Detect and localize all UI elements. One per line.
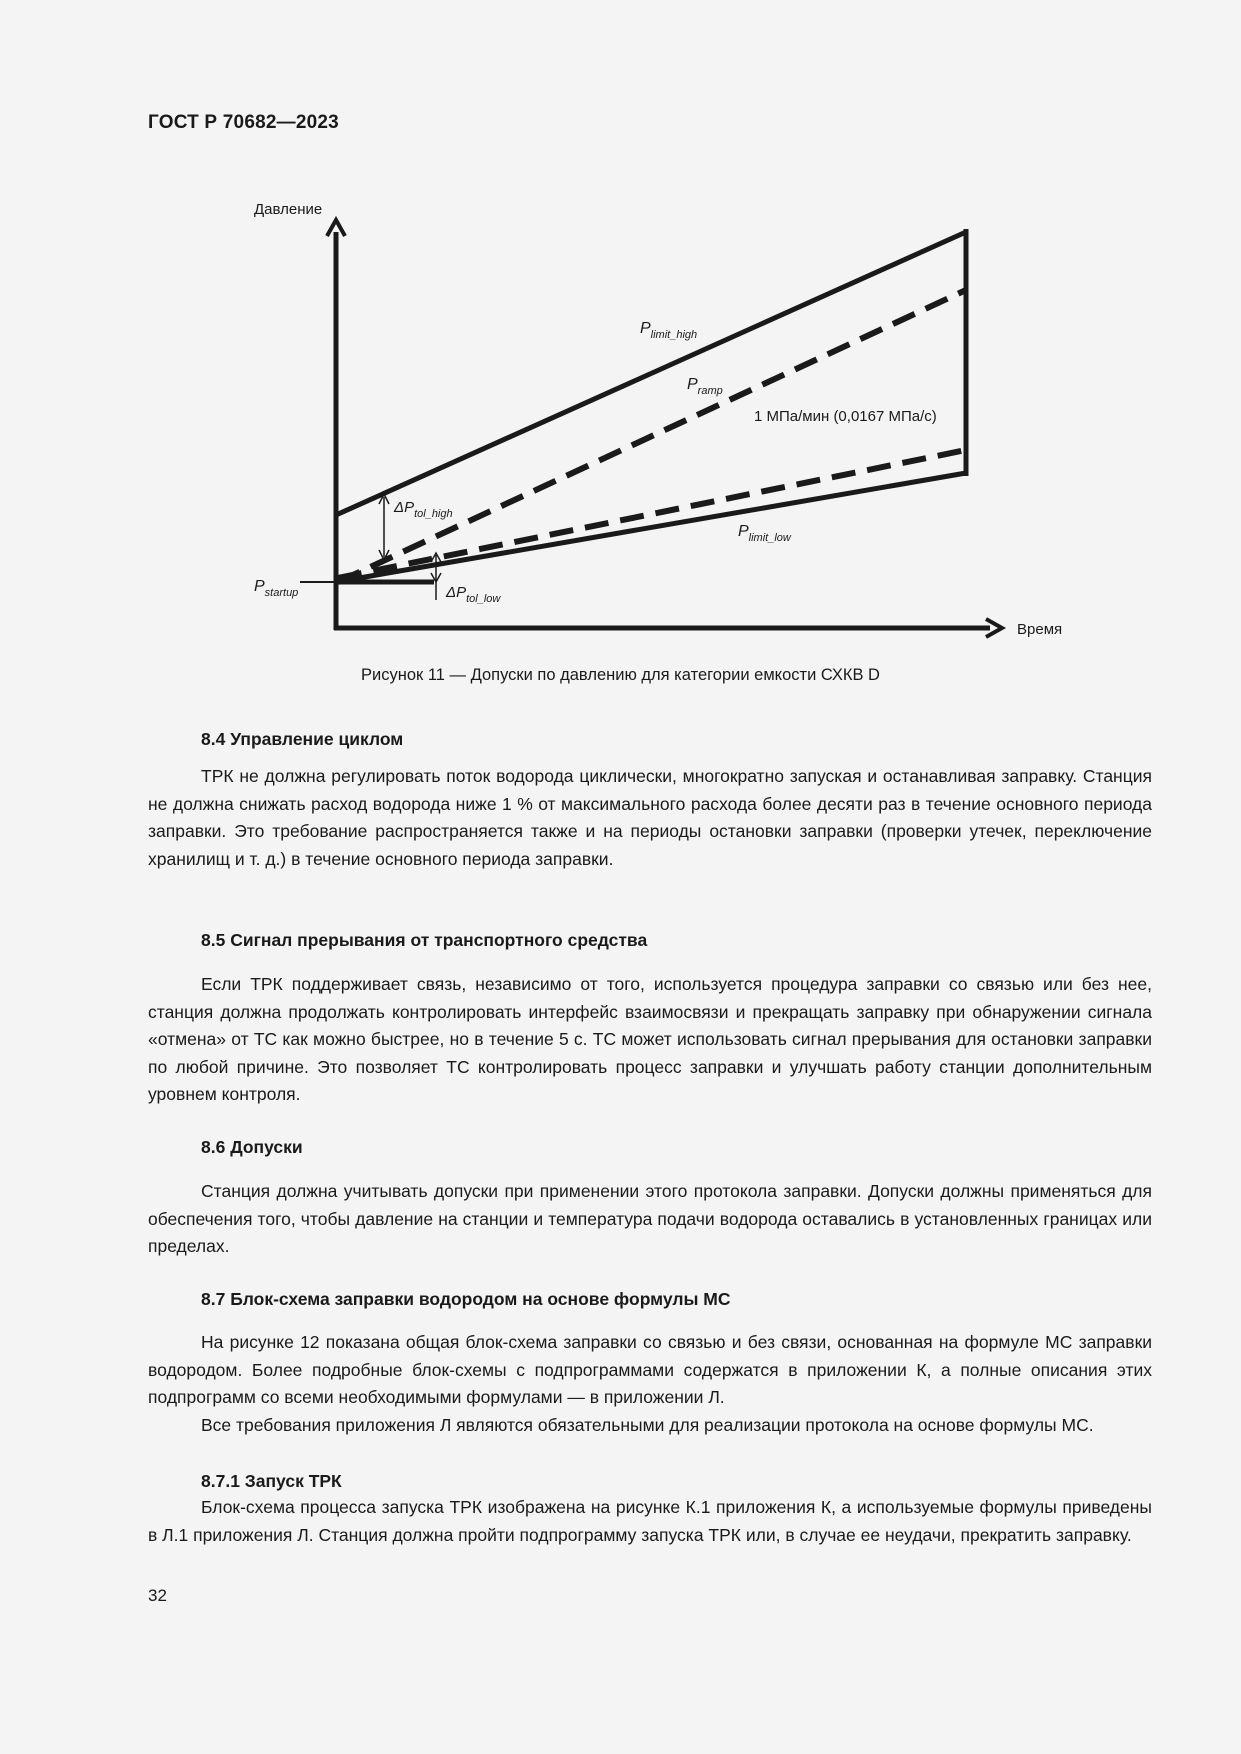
page-number: 32 <box>148 1586 167 1605</box>
y-axis-label: Давление <box>254 201 323 218</box>
p-limit-high-label: $P_{limit\_high}$ <box>640 320 698 341</box>
pressure-tolerance-figure <box>0 0 1241 680</box>
document-header: ГОСТ Р 70682—2023 <box>148 112 339 133</box>
section-8-7-paragraph-1: На рисунке 12 показана общая блок-схема заправки со связью и без связи, основанная на формуле МС заправки водородом. Более подробные блок-схемы с подпрограммами содержатся в приложении К, а полные описания этих подпрограмм со всеми необходимыми формулами — в приложении Л. <box>148 1332 1152 1407</box>
section-8-4-heading: 8.4 Управление циклом <box>201 729 404 749</box>
p-startup-label: $P_{startup}$ <box>254 578 299 599</box>
section-8-4-paragraph: ТРК не должна регулировать поток водорода циклически, многократно запуская и останавливая заправку. Станция не должна снижать расход водорода ниже 1 % от максимального расхода более десяти раз в течение основного периода заправки. Это требование распространяется также и на периоды остановки заправки (проверки утечек, переключение хранилищ и т. д.) в течение основного периода заправки. <box>148 766 1152 869</box>
section-8-7-heading: 8.7 Блок-схема заправки водородом на основе формулы МС <box>201 1289 731 1309</box>
section-8-5-heading: 8.5 Сигнал прерывания от транспортного средства <box>201 930 648 950</box>
dp-tol-low-label: $\Delta P_{tol\_low}$ <box>446 584 501 605</box>
section-8-6-paragraph: Станция должна учитывать допуски при применении этого протокола заправки. Допуски должны применяться для обеспечения того, чтобы давление на станции и температура подачи водорода оставались в установленных границах или пределах. <box>148 1181 1152 1256</box>
section-8-7-1-paragraph: Блок-схема процесса запуска ТРК изображена на рисунке К.1 приложения К, а используемые формулы приведены в Л.1 приложения Л. Станция должна пройти подпрограмму запуска ТРК или, в случае ее неудачи, прекратить заправку. <box>148 1497 1152 1545</box>
x-axis-label: Время <box>1017 621 1063 638</box>
p-limit-low-label: $P_{limit\_low}$ <box>738 523 791 544</box>
section-8-7-paragraph-2: Все требования приложения Л являются обязательными для реализации протокола на основе формулы МС. <box>201 1415 1094 1435</box>
section-8-5-paragraph: Если ТРК поддерживает связь, независимо от того, используется процедура заправки со связью или без нее, станция должна продолжать контролировать интерфейс взаимосвязи и прекращать заправку при обнаружении сигнала «отмена» от ТС как можно быстрее, но в течение 5 с. ТС может использовать сигнал прерывания для остановки заправки по любой причине. Это позволяет ТС контролировать процесс заправки и улучшать работу станции дополнительным уровнем контроля. <box>148 974 1152 1104</box>
dp-tol-high-label: $\Delta P_{tol\_high}$ <box>394 499 453 520</box>
limit-high-line <box>336 232 966 515</box>
section-8-6-heading: 8.6 Допуски <box>201 1137 303 1157</box>
rate-label: 1 МПа/мин (0,0167 МПа/с) <box>754 408 937 425</box>
figure-caption: Рисунок 11 — Допуски по давлению для категории емкости СХКВ D <box>361 666 880 684</box>
limit-low-line <box>336 473 966 582</box>
section-8-7-1-heading: 8.7.1 Запуск ТРК <box>201 1471 342 1491</box>
p-ramp-label: $P_{ramp}$ <box>687 376 723 397</box>
